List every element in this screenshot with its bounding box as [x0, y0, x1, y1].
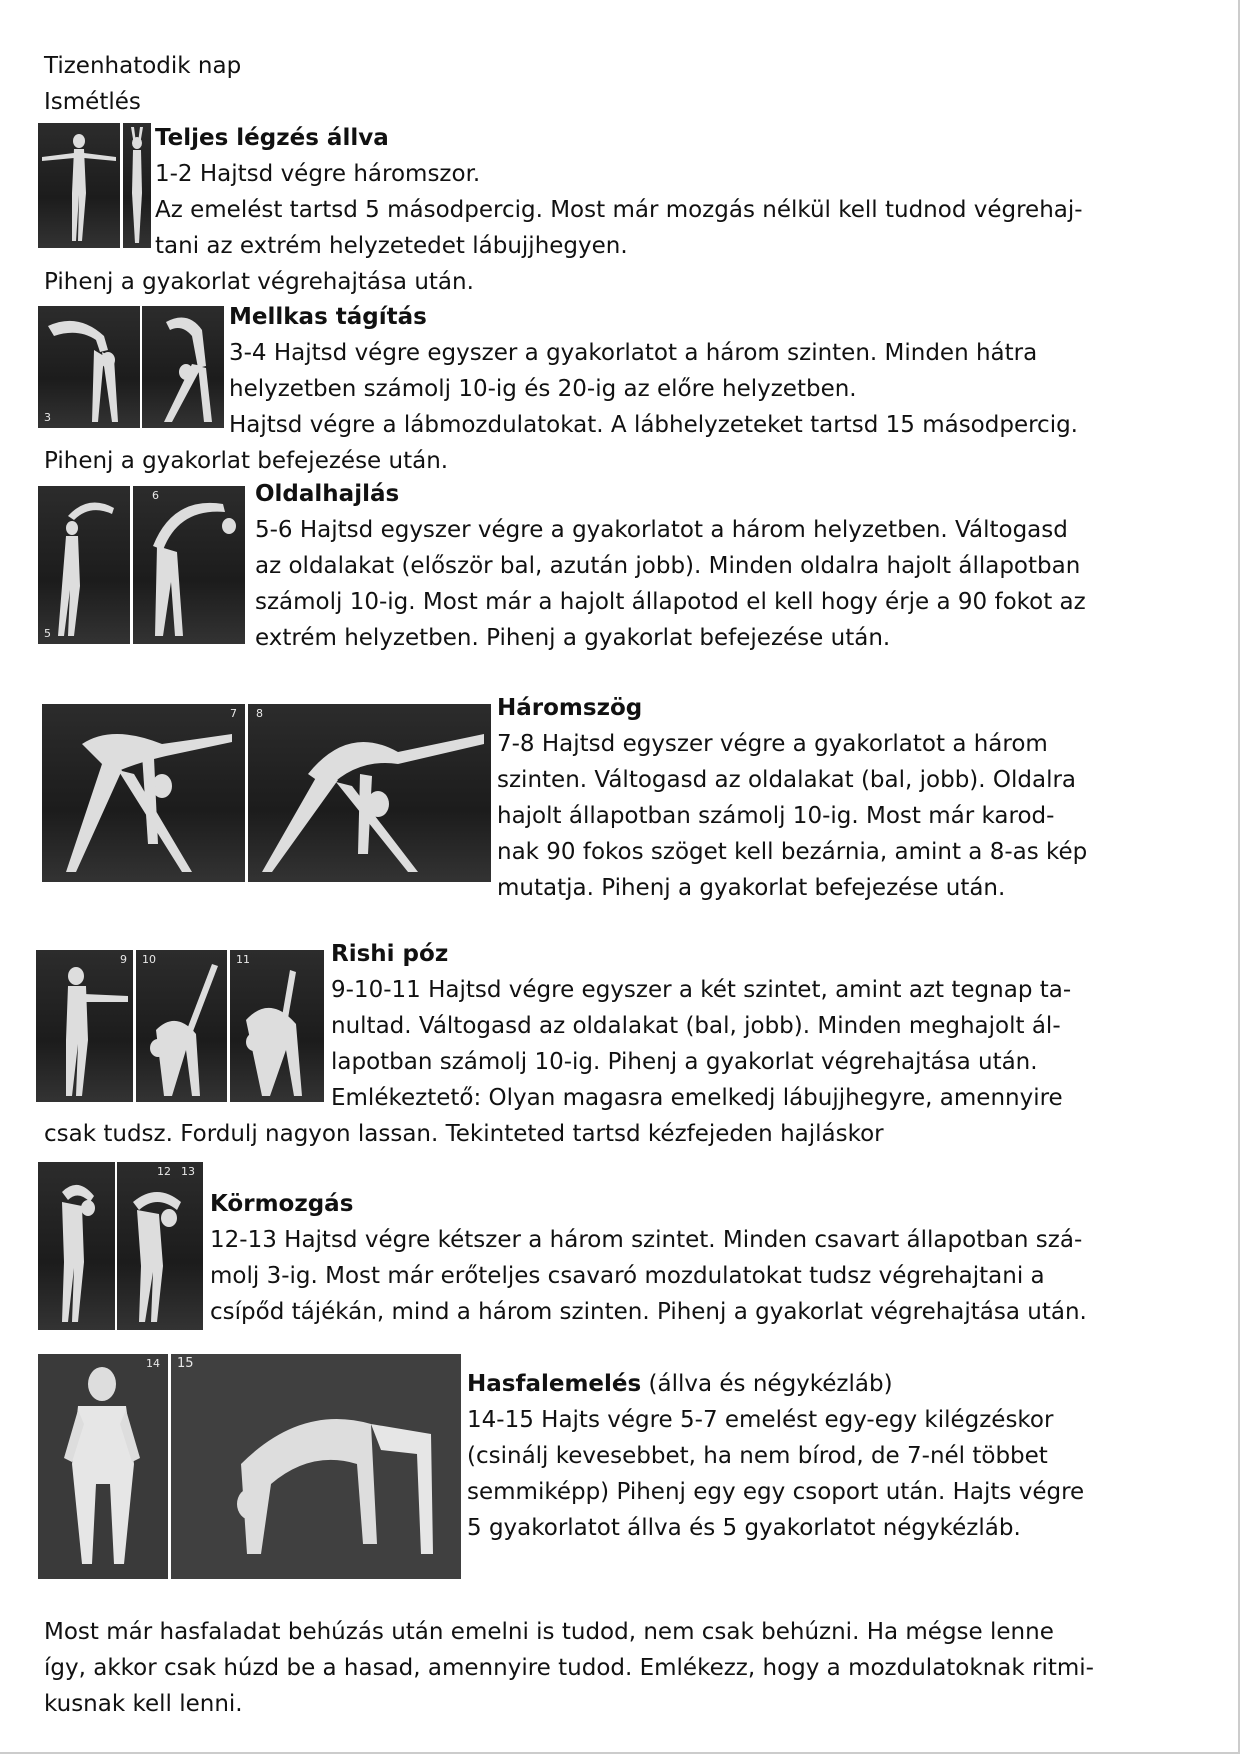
section-line: az oldalakat (először bal, azután jobb). Minden oldalra hajolt állapotban — [255, 553, 1081, 579]
photo-s7-b: 15 — [171, 1354, 461, 1579]
section-line: számolj 10-ig. Most már a hajolt állapotod el kell hogy érje a 90 fokot az — [255, 589, 1086, 615]
section-line: extrém helyzetben. Pihenj a gyakorlat befejezése után. — [255, 625, 891, 651]
section-line: (csinálj kevesebbet, ha nem bírod, de 7-nél többet — [467, 1443, 1048, 1469]
day-title: Tizenhatodik nap — [44, 53, 242, 79]
section-line: 1-2 Hajtsd végre háromszor. — [155, 161, 481, 187]
section-line: 9-10-11 Hajtsd végre egyszer a két szintet, amint azt tegnap ta- — [331, 977, 1072, 1003]
section-title-kormozgas: Körmozgás — [210, 1191, 354, 1217]
section-line: 14-15 Hajts végre 5-7 emelést egy-egy kilégzéskor — [467, 1407, 1054, 1433]
footer-line: így, akkor csak húzd be a hasad, amennyire tudod. Emlékezz, hogy a mozdulatoknak ritmi- — [44, 1655, 1094, 1681]
footer-line: kusnak kell lenni. — [44, 1691, 243, 1717]
section-line: Hajtsd végre a lábmozdulatokat. A lábhelyzeteket tartsd 15 másodpercig. — [229, 412, 1078, 438]
section-line: lapotban számolj 10-ig. Pihenj a gyakorlat végrehajtása után. — [331, 1049, 1038, 1075]
section-line: Pihenj a gyakorlat végrehajtása után. — [44, 269, 474, 295]
section-line: hajolt állapotban számolj 10-ig. Most már karod- — [497, 803, 1055, 829]
photo-s6-a — [38, 1162, 115, 1330]
section-line: szinten. Váltogasd az oldalakat (bal, jobb). Oldalra — [497, 767, 1077, 793]
section-line: 12-13 Hajtsd végre kétszer a három szintet. Minden csavart állapotban szá- — [210, 1227, 1083, 1253]
section-line: 7-8 Hajtsd egyszer végre a gyakorlatot a három — [497, 731, 1048, 757]
section-line: 5 gyakorlatot állva és 5 gyakorlatot négykézláb. — [467, 1515, 1021, 1541]
section-line: csípőd tájékán, mind a három szinten. Pihenj a gyakorlat végrehajtása után. — [210, 1299, 1087, 1325]
section-line: molj 3-ig. Most már erőteljes csavaró mozdulatokat tudsz végrehajtani a — [210, 1263, 1045, 1289]
repeat-label: Ismétlés — [44, 89, 141, 115]
section-line: nultad. Váltogasd az oldalakat (bal, jobb). Minden meghajolt ál- — [331, 1013, 1061, 1039]
section-line: mutatja. Pihenj a gyakorlat befejezése után. — [497, 875, 1006, 901]
photo-s1-b — [123, 123, 151, 248]
photo-s2-b — [142, 306, 224, 428]
photo-s4-b: 8 — [248, 704, 491, 882]
section-title-rishi-poz: Rishi póz — [331, 941, 449, 967]
section-line: nak 90 fokos szöget kell bezárnia, amint a 8-as kép — [497, 839, 1088, 865]
footer-line: Most már hasfaladat behúzás után emelni is tudod, nem csak behúzni. Ha mégse lenne — [44, 1619, 1054, 1645]
section-line: 5-6 Hajtsd egyszer végre a gyakorlatot a három helyzetben. Váltogasd — [255, 517, 1068, 543]
photo-s6-b: 12 13 — [117, 1162, 203, 1330]
section-line: Az emelést tartsd 5 másodpercig. Most már mozgás nélkül kell tudnod végrehaj- — [155, 197, 1083, 223]
section-line: Emlékeztető: Olyan magasra emelkedj lábujjhegyre, amennyire — [331, 1085, 1063, 1111]
section-title-mellkas-tagitas: Mellkas tágítás — [229, 304, 427, 330]
photo-s3-b: 6 — [133, 486, 245, 644]
section-title-hasfalemeles: Hasfalemelés (állva és négykézláb) — [467, 1371, 893, 1397]
photo-s7-a: 14 — [38, 1354, 168, 1579]
section-title-teljes-legzes: Teljes légzés állva — [155, 125, 389, 151]
photo-s2-a: 3 — [38, 306, 140, 428]
section-line: csak tudsz. Fordulj nagyon lassan. Tekinteted tartsd kézfejeden hajláskor — [44, 1121, 884, 1147]
photo-s5-a: 9 — [36, 950, 133, 1102]
photo-s5-c: 11 — [230, 950, 324, 1102]
section-title-oldalhajlas: Oldalhajlás — [255, 481, 400, 507]
section-title-haromszog: Háromszög — [497, 695, 643, 721]
photo-s5-b: 10 — [136, 950, 227, 1102]
section-line: semmiképp) Pihenj egy egy csoport után. Hajts végre — [467, 1479, 1085, 1505]
section-line: 3-4 Hajtsd végre egyszer a gyakorlatot a három szinten. Minden hátra — [229, 340, 1038, 366]
section-line: helyzetben számolj 10-ig és 20-ig az előre helyzetben. — [229, 376, 857, 402]
section-line: Pihenj a gyakorlat befejezése után. — [44, 448, 449, 474]
section-line: tani az extrém helyzetedet lábujjhegyen. — [155, 233, 628, 259]
photo-s4-a: 7 — [42, 704, 245, 882]
photo-s3-a: 5 — [38, 486, 130, 644]
photo-s1-a — [38, 123, 120, 248]
